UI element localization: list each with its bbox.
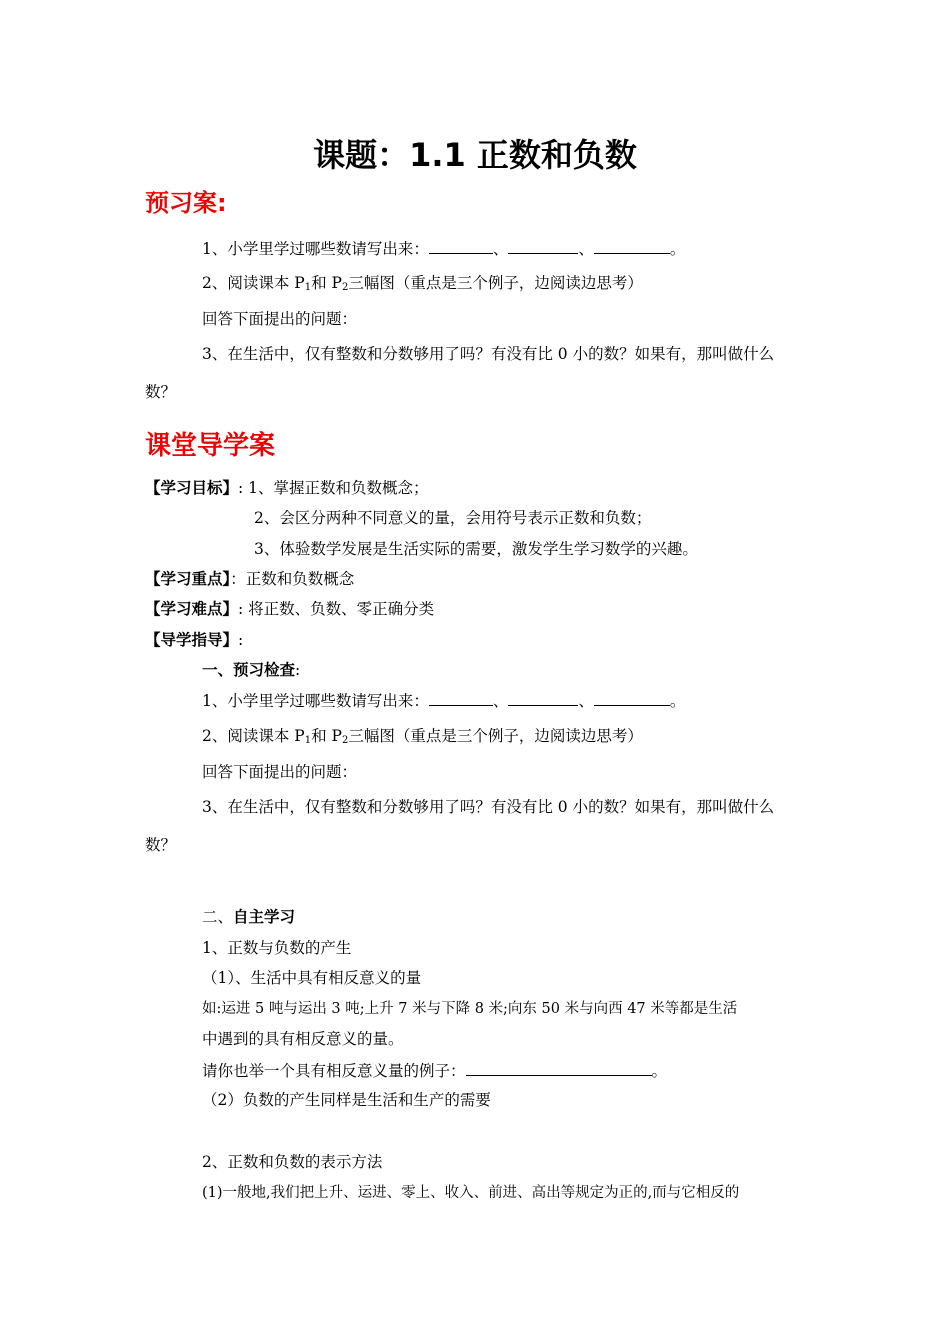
check-question-1: 1、小学里学过哪些数请写出来： 、 、 。	[202, 692, 686, 710]
answer-blank[interactable]	[508, 690, 578, 706]
guide-row: 【导学指导】:	[145, 631, 244, 649]
goal-2: 2、会区分两种不同意义的量，会用符号表示正数和负数；	[254, 509, 652, 527]
answer-blank[interactable]	[429, 238, 493, 254]
preview-answer-prompt: 回答下面提出的问题：	[202, 310, 358, 328]
check-question-3-cont: 数？	[145, 836, 177, 854]
check-heading: 一、预习检查:	[202, 661, 301, 679]
section-1-2: （2）负数的产生同样是生活和生产的需要	[202, 1091, 491, 1109]
self-study-heading: 二、自主学习	[202, 908, 296, 926]
classroom-heading: 课堂导学案	[145, 431, 276, 461]
example-answer-blank[interactable]	[466, 1060, 652, 1076]
answer-blank[interactable]	[508, 238, 578, 254]
example-prompt-row: 请你也举一个具有相反意义量的例子： 。	[202, 1062, 668, 1080]
answer-blank[interactable]	[429, 690, 493, 706]
check-question-3: 3、在生活中，仅有整数和分数够用了吗？有没有比 0 小的数？如果有，那叫做什么	[202, 798, 775, 816]
example-line-1: 如:运进 5 吨与运出 3 吨;上升 7 米与下降 8 米;向东 50 米与向西 47 米等都是生活	[202, 1001, 738, 1017]
goals-row: 【学习目标】: 1、掌握正数和负数概念；	[145, 479, 429, 497]
section-1-1: （1）、生活中具有相反意义的量	[202, 969, 422, 987]
preview-heading: 预习案:	[145, 189, 227, 217]
page-title: 课题：1.1 正数和负数	[313, 136, 637, 174]
preview-question-1: 1、小学里学过哪些数请写出来： 、 、 。	[202, 240, 686, 258]
focus-row: 【学习重点】：正数和负数概念	[145, 570, 355, 588]
check-question-2: 2、阅读课本 $P_1$和 $P_2$三幅图（重点是三个例子，边阅读边思考）	[202, 727, 643, 746]
section-1-title: 1、正数与负数的产生	[202, 939, 352, 957]
preview-question-3-cont: 数？	[145, 383, 177, 401]
preview-question-3: 3、在生活中，仅有整数和分数够用了吗？有没有比 0 小的数？如果有，那叫做什么	[202, 345, 775, 363]
example-line-2: 中遇到的具有相反意义的量。	[202, 1030, 404, 1048]
goal-3: 3、体验数学发展是生活实际的需要，激发学生学习数学的兴趣。	[254, 540, 698, 558]
difficulty-row: 【学习难点】: 将正数、负数、零正确分类	[145, 600, 435, 618]
answer-blank[interactable]	[594, 238, 670, 254]
section-2-1: (1)一般地,我们把上升、运进、零上、收入、前进、高出等规定为正的,而与它相反的	[202, 1185, 740, 1201]
answer-blank[interactable]	[594, 690, 670, 706]
section-2-title: 2、正数和负数的表示方法	[202, 1153, 383, 1171]
preview-question-2: 2、阅读课本 $P_1$和 $P_2$三幅图（重点是三个例子，边阅读边思考）	[202, 274, 643, 293]
check-answer-prompt: 回答下面提出的问题：	[202, 763, 358, 781]
